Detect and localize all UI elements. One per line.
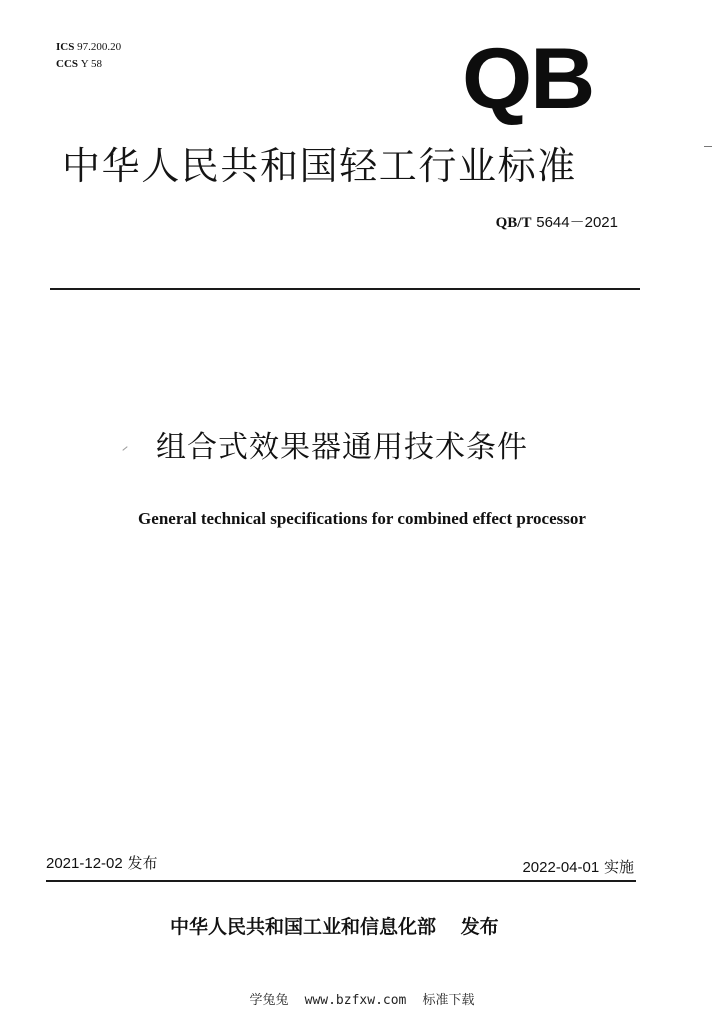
publisher: [170, 914, 499, 940]
document-title-english: General technical specifications for combined effect processor: [138, 509, 586, 528]
issue-date-label: 发布: [127, 854, 158, 872]
header-divider: [50, 288, 640, 290]
footer-divider: [46, 880, 636, 882]
standard-number: [496, 212, 618, 233]
issue-date: [46, 853, 158, 874]
standard-prefix: QB/T: [495, 215, 532, 231]
ics-classification: [56, 41, 121, 54]
footer-url[interactable]: www.bzfxw.com: [304, 993, 407, 1008]
implementation-date-label: 实施: [603, 858, 634, 876]
ics-value: 97.200.20: [77, 41, 122, 53]
qb-logo: QB: [462, 31, 594, 127]
scan-mark: [122, 446, 127, 451]
footer-tagline: 标准下载: [422, 993, 475, 1008]
ccs-label: CCS: [56, 58, 79, 70]
watermark-footer: [0, 992, 724, 1010]
implementation-date-value: 2022-04-01: [522, 859, 600, 876]
publisher-name: 中华人民共和国工业和信息化部: [170, 916, 437, 938]
edge-mark: [704, 146, 712, 147]
ccs-classification: [56, 58, 102, 71]
ics-label: ICS: [56, 41, 75, 53]
ccs-value: Y 58: [80, 58, 103, 70]
implementation-date: [522, 857, 634, 878]
standard-code: 5644－2021: [536, 214, 618, 231]
issue-date-value: 2021-12-02: [46, 855, 123, 872]
organization-title: 中华人民共和国轻工行业标准: [62, 144, 577, 188]
publisher-verb: 发布: [460, 916, 499, 938]
footer-site-name: 学兔兔: [249, 993, 289, 1008]
document-title-chinese: 组合式效果器通用技术条件: [156, 430, 528, 465]
